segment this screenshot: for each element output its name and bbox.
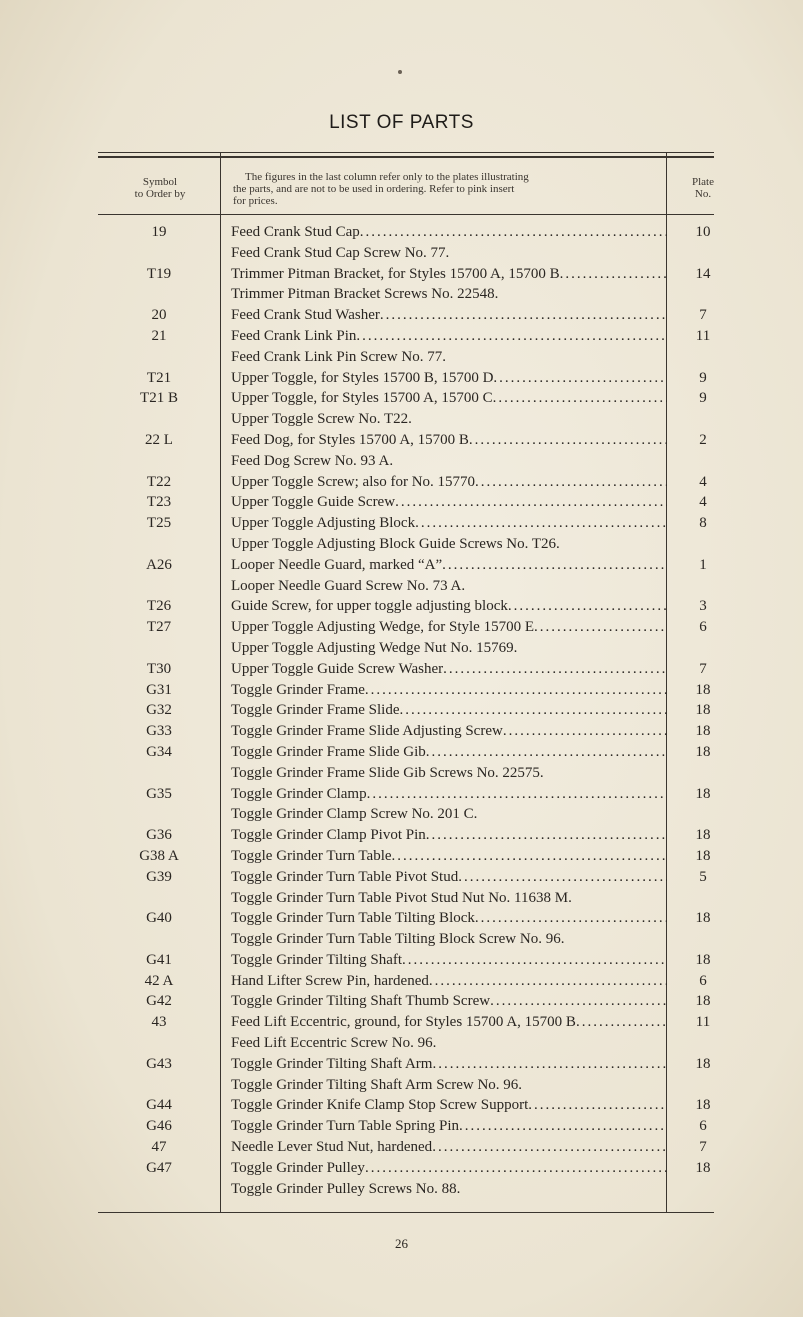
dot-leader: [426, 742, 667, 763]
part-description: [231, 742, 667, 763]
part-description: [231, 680, 667, 701]
part-description-text: Toggle Grinder Knife Clamp Stop Screw Support: [231, 1097, 529, 1114]
plate-number: 4: [699, 494, 707, 511]
table-row: [0, 555, 803, 576]
part-description-text: Toggle Grinder Tilting Shaft: [231, 951, 403, 968]
table-row: [0, 222, 803, 243]
part-symbol: 22 L: [145, 431, 173, 448]
part-symbol: G32: [146, 702, 172, 719]
part-description-text: Guide Screw, for upper toggle adjusting block: [231, 598, 508, 615]
part-description: [231, 305, 667, 326]
part-description-text: Upper Toggle Adjusting Block: [231, 515, 416, 532]
part-symbol: 19: [151, 224, 167, 240]
part-description-text: Needle Lever Stud Nut, hardened: [231, 1139, 433, 1156]
part-description-text: Upper Toggle, for Styles 15700 A, 15700 C: [231, 390, 493, 407]
plate-number: 18: [695, 743, 711, 760]
part-symbol: G46: [146, 1118, 172, 1135]
part-symbol: T27: [146, 619, 172, 636]
part-symbol: 42 A: [144, 972, 174, 989]
part-description: [231, 1158, 667, 1179]
table-row: [0, 1012, 803, 1033]
part-description: [231, 1054, 667, 1075]
part-description: [231, 825, 667, 846]
plate-number: 18: [695, 847, 711, 864]
part-description: [231, 534, 667, 555]
part-description-text: Upper Toggle Guide Screw: [231, 494, 396, 511]
table-row: [0, 305, 803, 326]
part-description: [231, 347, 667, 368]
part-description-text: Toggle Grinder Tilting Shaft Arm: [231, 1055, 433, 1072]
dot-leader: [365, 680, 667, 701]
dot-leader: [443, 659, 667, 680]
plate-number: 18: [695, 702, 711, 719]
part-description-text: Hand Lifter Screw Pin, hardened: [231, 972, 429, 989]
part-description: [231, 784, 667, 805]
part-description-text: Looper Needle Guard, marked “A”: [231, 556, 443, 573]
part-description: [231, 555, 667, 576]
part-description-text: Feed Crank Stud Cap Screw No. 77.: [231, 244, 450, 261]
part-description: [231, 867, 667, 888]
part-description-text: Upper Toggle Adjusting Wedge, for Style 15700 E: [231, 619, 534, 636]
part-description: [231, 472, 667, 493]
table-row: [0, 576, 803, 597]
part-description-text: Toggle Grinder Frame Slide Gib: [231, 743, 426, 760]
table-row: [0, 1075, 803, 1096]
dot-leader: [402, 950, 667, 971]
part-description: [231, 222, 667, 243]
dot-leader: [576, 1012, 667, 1033]
table-row: [0, 784, 803, 805]
plate-header-line1: Plate: [692, 176, 714, 188]
part-description-text: Trimmer Pitman Bracket, for Styles 15700 A, 15700 B: [231, 265, 560, 282]
part-symbol: T22: [146, 473, 172, 490]
part-symbol: T19: [146, 265, 172, 282]
table-row: [0, 513, 803, 534]
symbol-header-line1: Symbol: [142, 176, 178, 188]
parts-list: [0, 222, 803, 1199]
part-symbol: T23: [146, 494, 172, 511]
dot-leader: [528, 1095, 667, 1116]
bottom-rule: [98, 1212, 714, 1213]
part-description: [231, 971, 667, 992]
part-description-text: Upper Toggle Screw; also for No. 15770: [231, 473, 476, 490]
dot-leader: [395, 492, 667, 513]
part-description: [231, 929, 667, 950]
dot-leader: [493, 388, 667, 409]
part-description-text: Feed Lift Eccentric, ground, for Styles 15700 A, 15700 B: [231, 1014, 576, 1031]
part-description-text: Toggle Grinder Turn Table: [231, 847, 392, 864]
table-row: [0, 700, 803, 721]
part-description: [231, 617, 667, 638]
table-row: [0, 908, 803, 929]
part-description-text: Toggle Grinder Clamp: [231, 785, 367, 802]
plate-number: 18: [695, 723, 711, 740]
part-description: [231, 243, 667, 264]
plate-number: 18: [695, 1055, 711, 1072]
part-description: [231, 763, 667, 784]
plate-number: 18: [695, 1097, 711, 1114]
plate-number: 7: [699, 660, 707, 677]
table-row: [0, 326, 803, 347]
description-column-header: [233, 171, 663, 207]
dot-leader: [459, 1116, 667, 1137]
part-symbol: 43: [151, 1014, 167, 1031]
part-description: [231, 409, 667, 430]
plate-number: 6: [699, 1118, 707, 1135]
note-line2: the parts, and are not to be used in ordering. Refer to pink insert: [233, 183, 515, 195]
part-description: [231, 1012, 667, 1033]
dot-leader: [360, 222, 667, 243]
part-symbol: G42: [146, 993, 172, 1010]
table-row: [0, 1116, 803, 1137]
part-description: [231, 908, 667, 929]
plate-number: 18: [695, 681, 711, 698]
part-symbol: T26: [146, 598, 172, 615]
part-symbol: G38 A: [139, 847, 179, 864]
dot-leader: [503, 721, 667, 742]
part-description: [231, 368, 667, 389]
table-row: [0, 1137, 803, 1158]
table-row: [0, 368, 803, 389]
part-description-text: Toggle Grinder Tilting Shaft Arm Screw No. 96.: [231, 1076, 523, 1093]
table-row: [0, 721, 803, 742]
part-description: [231, 659, 667, 680]
table-row: [0, 950, 803, 971]
symbol-header-line2: to Order by: [134, 188, 186, 200]
dot-leader: [475, 908, 667, 929]
part-description: [231, 950, 667, 971]
plate-number: 6: [699, 619, 707, 636]
part-symbol: G33: [146, 723, 172, 740]
part-description-text: Toggle Grinder Clamp Screw No. 201 C.: [231, 806, 478, 823]
part-description-text: Feed Crank Link Pin Screw No. 77.: [231, 348, 446, 365]
plate-number: 6: [699, 972, 707, 989]
dot-leader: [534, 617, 667, 638]
dot-leader: [508, 596, 667, 617]
part-description-text: Toggle Grinder Frame Slide: [231, 702, 400, 719]
header-rule: [98, 214, 714, 215]
part-symbol: 20: [151, 307, 167, 324]
part-description-text: Toggle Grinder Turn Table Tilting Block Screw No. 96.: [231, 931, 565, 948]
part-description: [231, 451, 667, 472]
table-row: [0, 388, 803, 409]
part-description: [231, 1116, 667, 1137]
part-description-text: Toggle Grinder Turn Table Pivot Stud Nut No. 11638 M.: [231, 889, 572, 906]
dot-leader: [426, 825, 667, 846]
plate-number: 11: [695, 327, 711, 344]
table-row: [0, 617, 803, 638]
note-line3: for prices.: [233, 195, 278, 207]
part-symbol: G35: [146, 785, 172, 802]
part-description: [231, 846, 667, 867]
part-description: [231, 513, 667, 534]
plate-number: 18: [695, 785, 711, 802]
table-row: [0, 971, 803, 992]
part-symbol: G44: [146, 1097, 172, 1114]
table-row: [0, 284, 803, 305]
part-description-text: Toggle Grinder Frame Slide Gib Screws No. 22575.: [231, 764, 544, 781]
part-description: [231, 284, 667, 305]
part-description-text: Trimmer Pitman Bracket Screws No. 22548.: [231, 286, 499, 303]
part-description: [231, 1075, 667, 1096]
part-description: [231, 576, 667, 597]
plate-number: 7: [699, 307, 707, 324]
part-symbol: G31: [146, 681, 172, 698]
table-row: [0, 492, 803, 513]
top-rule-thin: [98, 152, 714, 153]
part-symbol: G47: [146, 1159, 172, 1176]
dot-leader: [415, 513, 667, 534]
part-description: [231, 1137, 667, 1158]
table-row: [0, 1054, 803, 1075]
part-description: [231, 326, 667, 347]
table-row: [0, 1033, 803, 1054]
dot-leader: [392, 846, 667, 867]
note-line1: The figures in the last column refer only to the plates illustrating: [245, 171, 529, 183]
table-row: [0, 846, 803, 867]
part-description-text: Upper Toggle Guide Screw Washer: [231, 660, 444, 677]
table-row: [0, 534, 803, 555]
part-description-text: Toggle Grinder Pulley Screws No. 88.: [231, 1180, 461, 1197]
dot-leader: [380, 305, 667, 326]
dot-leader: [367, 784, 667, 805]
table-row: [0, 867, 803, 888]
part-description-text: Feed Crank Stud Cap: [231, 224, 360, 240]
part-description-text: Upper Toggle Screw No. T22.: [231, 411, 412, 428]
table-row: [0, 638, 803, 659]
dot-leader: [432, 1054, 667, 1075]
part-symbol: G36: [146, 827, 172, 844]
plate-number: 7: [699, 1139, 707, 1156]
table-row: [0, 1095, 803, 1116]
dot-leader: [356, 326, 667, 347]
table-row: [0, 742, 803, 763]
plate-column-header: [672, 176, 734, 200]
table-row: [0, 991, 803, 1012]
table-row: [0, 888, 803, 909]
part-description-text: Toggle Grinder Turn Table Pivot Stud: [231, 868, 459, 885]
dot-leader: [365, 1158, 667, 1179]
part-description: [231, 700, 667, 721]
part-symbol: G43: [146, 1055, 172, 1072]
part-symbol: T25: [146, 515, 172, 532]
part-description-text: Toggle Grinder Clamp Pivot Pin: [231, 827, 426, 844]
symbol-column-header: [104, 176, 216, 200]
part-description-text: Feed Crank Link Pin: [231, 327, 357, 344]
part-description: [231, 721, 667, 742]
part-description: [231, 492, 667, 513]
part-description-text: Toggle Grinder Turn Table Spring Pin: [231, 1118, 460, 1135]
dot-leader: [432, 1137, 667, 1158]
table-row: [0, 347, 803, 368]
part-description-text: Upper Toggle, for Styles 15700 B, 15700 D: [231, 369, 494, 386]
plate-number: 9: [699, 369, 707, 386]
table-row: [0, 1179, 803, 1200]
plate-number: 18: [695, 910, 711, 927]
part-description-text: Toggle Grinder Frame: [231, 681, 365, 698]
part-symbol: G41: [146, 951, 172, 968]
part-description-text: Upper Toggle Adjusting Wedge Nut No. 15769.: [231, 639, 518, 656]
top-rule-thick: [98, 156, 714, 158]
part-description-text: Feed Lift Eccentric Screw No. 96.: [231, 1035, 437, 1052]
table-row: [0, 680, 803, 701]
part-description: [231, 1179, 667, 1200]
plate-header-line2: No.: [694, 188, 712, 200]
part-description-text: Toggle Grinder Tilting Shaft Thumb Screw: [231, 993, 491, 1010]
table-row: [0, 804, 803, 825]
part-description-text: Feed Dog, for Styles 15700 A, 15700 B: [231, 431, 469, 448]
dot-leader: [429, 971, 667, 992]
part-description-text: Toggle Grinder Pulley: [231, 1159, 365, 1176]
table-row: [0, 472, 803, 493]
plate-number: 8: [699, 515, 707, 532]
dot-leader: [469, 430, 667, 451]
part-description-text: Upper Toggle Adjusting Block Guide Screws No. T26.: [231, 535, 560, 552]
part-description: [231, 991, 667, 1012]
dot-leader: [442, 555, 667, 576]
dot-leader: [475, 472, 667, 493]
page-number: 26: [395, 1236, 408, 1251]
part-symbol: T21: [146, 369, 172, 386]
part-description: [231, 638, 667, 659]
table-row: [0, 409, 803, 430]
part-description-text: Looper Needle Guard Screw No. 73 A.: [231, 577, 466, 594]
part-symbol: 21: [151, 327, 167, 344]
table-row: [0, 596, 803, 617]
part-description: [231, 596, 667, 617]
plate-number: 2: [699, 431, 707, 448]
table-row: [0, 1158, 803, 1179]
part-description-text: Toggle Grinder Turn Table Tilting Block: [231, 910, 475, 927]
dot-leader: [490, 991, 667, 1012]
table-row: [0, 451, 803, 472]
part-symbol: T30: [146, 660, 172, 677]
part-description: [231, 804, 667, 825]
plate-number: 14: [695, 265, 711, 282]
part-symbol: G39: [146, 868, 172, 885]
plate-number: 4: [699, 473, 707, 490]
part-description: [231, 1095, 667, 1116]
part-description: [231, 388, 667, 409]
part-symbol: G34: [146, 743, 172, 760]
table-row: [0, 243, 803, 264]
dot-leader: [458, 867, 667, 888]
table-row: [0, 763, 803, 784]
plate-number: 3: [699, 598, 707, 615]
page-title: LIST OF PARTS: [329, 112, 474, 133]
part-symbol: A26: [146, 556, 172, 573]
part-description: [231, 430, 667, 451]
plate-number: 1: [699, 556, 707, 573]
print-speck: [398, 70, 402, 74]
part-symbol: T21 B: [140, 390, 178, 407]
dot-leader: [560, 264, 667, 285]
table-row: [0, 929, 803, 950]
part-symbol: G40: [146, 910, 172, 927]
part-symbol: 47: [151, 1139, 167, 1156]
plate-number: 18: [695, 1159, 711, 1176]
plate-number: 11: [695, 1014, 711, 1031]
plate-number: 18: [695, 951, 711, 968]
dot-leader: [400, 700, 668, 721]
table-row: [0, 659, 803, 680]
part-description: [231, 1033, 667, 1054]
dot-leader: [493, 368, 667, 389]
part-description: [231, 264, 667, 285]
part-description-text: Toggle Grinder Frame Slide Adjusting Screw: [231, 723, 503, 740]
table-row: [0, 264, 803, 285]
part-description-text: Feed Dog Screw No. 93 A.: [231, 452, 394, 469]
plate-number: 5: [699, 868, 707, 885]
table-row: [0, 430, 803, 451]
plate-number: 18: [695, 993, 711, 1010]
plate-number: 18: [695, 827, 711, 844]
plate-number: 9: [699, 390, 707, 407]
part-description-text: Feed Crank Stud Washer: [231, 307, 380, 324]
part-description: [231, 888, 667, 909]
table-row: [0, 825, 803, 846]
plate-number: 10: [695, 224, 711, 240]
